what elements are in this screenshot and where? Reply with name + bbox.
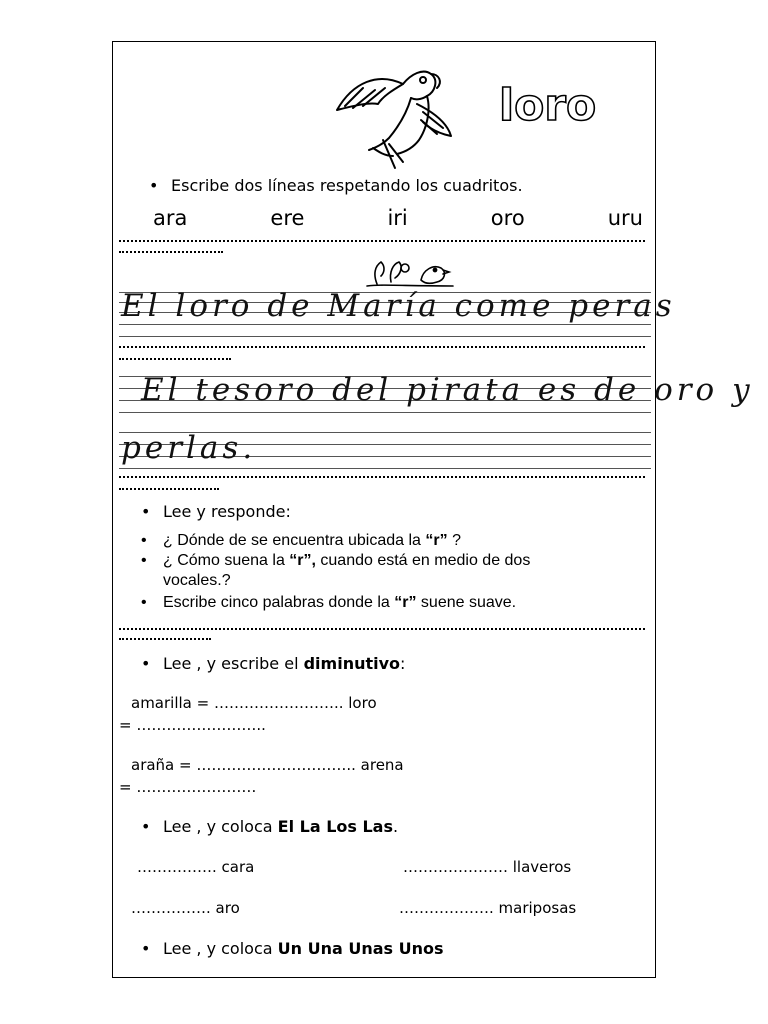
section-heading: • Lee y responde:: [163, 502, 291, 521]
question-text: ¿ Cómo suena la: [163, 552, 290, 569]
question-item: [163, 532, 461, 550]
heading-text: Lee , y coloca: [163, 817, 278, 836]
cursive-sentence: perlas.: [121, 430, 257, 466]
ruled-line: [119, 468, 651, 469]
heading-keyword: diminutivo: [303, 654, 401, 673]
section-heading: [163, 817, 398, 836]
heading-text: Lee , y escribe el: [163, 654, 304, 673]
article-list: El La Los Las: [277, 817, 393, 836]
syllable: iri: [387, 206, 408, 230]
article-item: ………………. mariposas: [399, 899, 577, 917]
question-text: ?: [447, 532, 461, 549]
heading-text: Lee , y coloca: [163, 939, 278, 958]
letter-r: “r”: [425, 532, 448, 549]
heading-text: :: [400, 654, 406, 673]
article-item: ……………. aro: [131, 899, 240, 917]
heading-text: .: [392, 817, 399, 836]
ruled-line: [119, 336, 651, 337]
writing-dotted-line: [119, 488, 219, 490]
section-heading: [163, 939, 444, 958]
question-item: [163, 552, 530, 570]
letter-r: “r”: [394, 594, 417, 611]
letter-r: “r”,: [289, 552, 316, 569]
article-list: Un Una Unas Unos: [277, 939, 444, 958]
syllable: ere: [270, 206, 305, 230]
ruled-line: [119, 412, 651, 413]
section-heading: [163, 654, 405, 673]
article-item: ……………. cara: [137, 858, 255, 876]
writing-dotted-line: [119, 251, 223, 253]
question-item: [163, 594, 516, 612]
question-text: cuando está en medio de dos: [315, 552, 531, 569]
writing-dotted-line: [119, 476, 645, 478]
diminutive-row: amarilla = …………………….. loro: [131, 694, 377, 712]
question-text: ¿ Dónde de se encuentra ubicada la: [163, 532, 426, 549]
syllables-row: [153, 206, 643, 230]
diminutive-row: = ……………………..: [119, 716, 266, 734]
writing-dotted-line: [119, 628, 645, 630]
syllable: ara: [153, 206, 188, 230]
writing-dotted-line: [119, 240, 645, 242]
diminutive-row: araña = ………………………….. arena: [131, 756, 404, 774]
diminutive-row: = ……………………: [119, 778, 257, 796]
article-item: ………………… llaveros: [403, 858, 572, 876]
worksheet-page: [112, 41, 754, 978]
writing-dotted-line: [119, 638, 211, 640]
ruled-line: [119, 324, 651, 325]
bird-branch-icon: [363, 256, 459, 292]
question-text: Escribe cinco palabras donde la: [163, 594, 395, 611]
question-text: suene suave.: [416, 594, 517, 611]
syllable: uru: [607, 206, 643, 230]
writing-dotted-line: [119, 358, 231, 360]
question-text: vocales.?: [163, 572, 231, 589]
worksheet-title: loro: [499, 80, 597, 131]
cursive-sentence: El loro de María come peras: [121, 288, 676, 324]
syllable: oro: [490, 206, 525, 230]
parrot-illustration-icon: [323, 52, 463, 170]
writing-dotted-line: [119, 346, 645, 348]
instruction-text: • Escribe dos líneas respetando los cuadritos.: [171, 176, 523, 195]
cursive-sentence: El tesoro del pirata es de oro y: [141, 372, 754, 408]
